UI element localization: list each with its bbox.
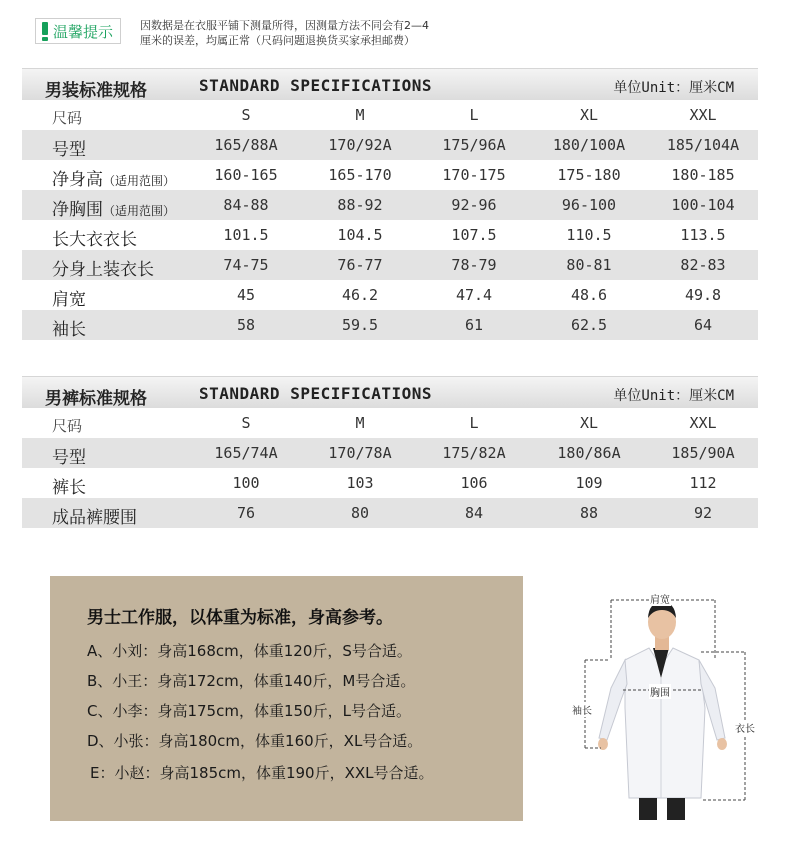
table-cell: 106 — [460, 474, 488, 492]
row-label: 净胸围（适用范围） — [52, 200, 176, 220]
row-label: 净身高（适用范围） — [52, 170, 176, 190]
table-cell: 78-79 — [451, 256, 497, 274]
tops-table-header — [22, 68, 758, 100]
table-cell: 113.5 — [680, 226, 726, 244]
row-label: 分身上装衣长 — [52, 260, 154, 280]
table-row — [22, 160, 758, 190]
table-row — [22, 130, 758, 160]
table-cell: 110.5 — [566, 226, 612, 244]
size-cell: M — [355, 414, 365, 432]
guide-line: B、小王：身高172cm，体重140斤，M号合适。 — [87, 672, 416, 690]
size-cell: XXL — [689, 106, 717, 124]
table-cell: 46.2 — [341, 286, 379, 304]
table-cell: 64 — [693, 316, 713, 334]
table-cell: 185/90A — [671, 444, 735, 462]
row-label: 袖长 — [52, 320, 86, 340]
size-cell: S — [241, 414, 251, 432]
table-cell: 170/78A — [328, 444, 392, 462]
pants-unit: 单位Unit：厘米CM — [613, 388, 734, 404]
table-cell: 175/96A — [442, 136, 506, 154]
size-cell: L — [469, 106, 479, 124]
row-note: （适用范围） — [103, 204, 176, 218]
tops-unit: 单位Unit：厘米CM — [613, 80, 734, 96]
table-cell: 107.5 — [451, 226, 497, 244]
pants-spec-table — [22, 376, 758, 528]
row-label: 号型 — [52, 448, 86, 468]
table-cell: 112 — [689, 474, 717, 492]
table-row — [22, 250, 758, 280]
table-cell: 45 — [236, 286, 256, 304]
tops-title-cn: 男装标准规格 — [45, 81, 147, 101]
table-row — [22, 310, 758, 340]
size-cell: XL — [579, 106, 599, 124]
table-cell: 80 — [350, 504, 370, 522]
size-cell: M — [355, 106, 365, 124]
table-cell: 49.8 — [684, 286, 722, 304]
table-cell: 84 — [464, 504, 484, 522]
table-cell: 104.5 — [337, 226, 383, 244]
pants-table-header — [22, 376, 758, 408]
size-cell: XXL — [689, 414, 717, 432]
table-cell: 92-96 — [451, 196, 497, 214]
model-illustration — [565, 588, 765, 828]
notice-line-2: 厘米的误差，均属正常（尺码问题退换货买家承担邮费） — [140, 34, 415, 47]
table-cell: 165/74A — [214, 444, 278, 462]
exclamation-icon — [42, 22, 48, 40]
table-cell: 76-77 — [337, 256, 383, 274]
size-cell: S — [241, 106, 251, 124]
pants-title-en: STANDARD SPECIFICATIONS — [199, 384, 433, 403]
size-label: 尺码 — [52, 109, 83, 127]
guide-line: D、小张：身高180cm，体重160斤，XL号合适。 — [87, 732, 423, 750]
table-cell: 100 — [232, 474, 260, 492]
row-label: 号型 — [52, 140, 86, 160]
table-cell: 101.5 — [223, 226, 269, 244]
table-cell: 47.4 — [455, 286, 493, 304]
row-label: 裤长 — [52, 478, 86, 498]
table-cell: 62.5 — [570, 316, 608, 334]
table-row — [22, 280, 758, 310]
row-label: 长大衣衣长 — [52, 230, 137, 250]
table-cell: 109 — [575, 474, 603, 492]
table-cell: 180/86A — [557, 444, 621, 462]
table-cell: 92 — [693, 504, 713, 522]
table-cell: 165-170 — [328, 166, 392, 184]
table-row — [22, 220, 758, 250]
table-cell: 82-83 — [680, 256, 726, 274]
notice-line-1: 因数据是在衣服平铺下测量所得，因测量方法不同会有2—4 — [140, 19, 429, 32]
table-cell: 175/82A — [442, 444, 506, 462]
table-row — [22, 468, 758, 498]
table-cell: 76 — [236, 504, 256, 522]
table-cell: 170/92A — [328, 136, 392, 154]
shoulder-label: 肩宽 — [649, 591, 671, 606]
table-cell: 84-88 — [223, 196, 269, 214]
table-cell: 170-175 — [442, 166, 506, 184]
table-row — [22, 498, 758, 528]
tops-size-row — [22, 100, 758, 130]
size-guide-panel — [50, 576, 523, 821]
tops-title-en: STANDARD SPECIFICATIONS — [199, 76, 433, 95]
table-cell: 180-185 — [671, 166, 735, 184]
table-cell: 48.6 — [570, 286, 608, 304]
table-row — [22, 438, 758, 468]
table-cell: 80-81 — [566, 256, 612, 274]
guide-line: E：小赵：身高185cm，体重190斤，XXL号合适。 — [90, 764, 434, 782]
notice-tag — [35, 18, 121, 44]
row-label: 肩宽 — [52, 290, 86, 310]
table-cell: 175-180 — [557, 166, 621, 184]
chest-label: 胸围 — [649, 684, 671, 699]
table-cell: 103 — [346, 474, 374, 492]
row-note: （适用范围） — [103, 174, 176, 188]
table-cell: 59.5 — [341, 316, 379, 334]
table-cell: 88-92 — [337, 196, 383, 214]
table-cell: 58 — [236, 316, 256, 334]
table-cell: 74-75 — [223, 256, 269, 274]
table-cell: 185/104A — [666, 136, 740, 154]
pants-size-row — [22, 408, 758, 438]
table-cell: 88 — [579, 504, 599, 522]
pants-title-cn: 男裤标准规格 — [45, 389, 147, 409]
notice-tag-label: 温馨提示 — [53, 22, 114, 41]
table-cell: 160-165 — [214, 166, 278, 184]
model-figure — [565, 588, 765, 828]
size-label: 尺码 — [52, 417, 83, 435]
length-label: 衣长 — [735, 720, 755, 735]
table-cell: 165/88A — [214, 136, 278, 154]
table-cell: 180/100A — [552, 136, 626, 154]
size-cell: XL — [579, 414, 599, 432]
table-cell: 96-100 — [561, 196, 617, 214]
guide-line: C、小李：身高175cm，体重150斤，L号合适。 — [87, 702, 411, 720]
tops-spec-table — [22, 68, 758, 340]
table-cell: 61 — [464, 316, 484, 334]
notice-text — [140, 18, 500, 48]
guide-line: A、小刘：身高168cm，体重120斤，S号合适。 — [87, 642, 412, 660]
table-cell: 100-104 — [671, 196, 735, 214]
guide-title: 男士工作服，以体重为标准，身高参考。 — [87, 608, 393, 628]
row-label: 成品裤腰围 — [52, 508, 137, 528]
table-row — [22, 190, 758, 220]
sleeve-label: 袖长 — [572, 702, 592, 717]
size-cell: L — [469, 414, 479, 432]
